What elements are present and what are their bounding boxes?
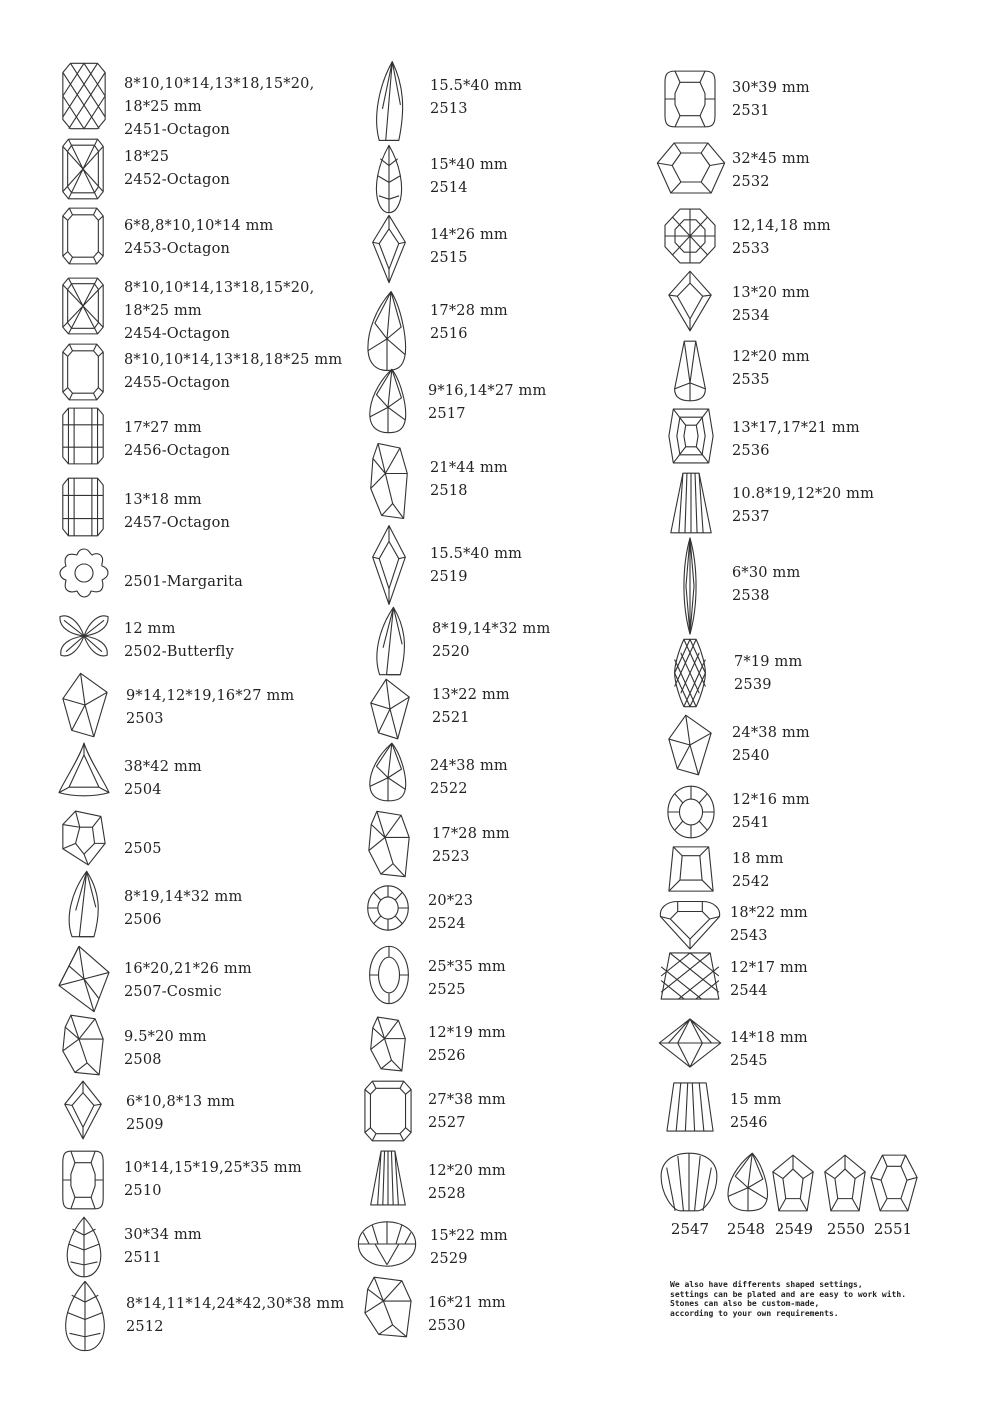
stone-2512-line-0: 8*14,11*14,24*42,30*38 mm [126, 1296, 345, 1312]
stone-2514-diagram [374, 144, 404, 214]
stone-2546-diagram [666, 1082, 714, 1132]
stone-2502-line-0: 12 mm [124, 621, 176, 637]
stone-2541-line-0: 12*16 mm [732, 792, 810, 808]
stone-2527-text [428, 1090, 506, 1133]
stone-2451-diagram [62, 62, 106, 130]
stone-2517-diagram [368, 368, 408, 434]
stone-2515-diagram [372, 214, 406, 284]
stone-2526-line-0: 12*19 mm [428, 1025, 506, 1041]
stone-2513-diagram [372, 60, 406, 142]
stone-2503-diagram [62, 672, 108, 738]
stone-2452-line-1: 2452-Octagon [124, 172, 231, 188]
stone-2523-line-0: 17*28 mm [432, 826, 510, 842]
stone-2539-diagram [674, 638, 706, 708]
stone-2545-diagram [658, 1018, 722, 1068]
stone-2502-diagram [58, 612, 110, 660]
stone-2451-line-2: 2451-Octagon [124, 122, 231, 138]
stone-2517-line-0: 9*16,14*27 mm [428, 383, 547, 399]
stone-2524-line-0: 20*23 [428, 893, 474, 909]
stone-2526-line-1: 2526 [428, 1048, 466, 1064]
stone-2540-text [732, 723, 810, 766]
stone-2517-text [428, 381, 546, 424]
stone-2530-text [428, 1293, 506, 1336]
stone-2528-text [428, 1161, 506, 1204]
stone-2536-text [732, 418, 860, 461]
stone-2519-line-1: 2519 [430, 569, 468, 585]
stone-2546-line-0: 15 mm [730, 1092, 782, 1108]
stone-2521-text [432, 685, 510, 728]
stone-2514-text [430, 155, 508, 198]
stone-2538-text [732, 563, 800, 606]
stone-2518-diagram [370, 442, 408, 520]
stone-2515-text [430, 225, 508, 268]
stone-2504-line-0: 38*42 mm [124, 759, 202, 775]
stone-2550-label: 2550 [826, 1220, 866, 1238]
stone-2544-line-0: 12*17 mm [730, 960, 808, 976]
stone-2531-line-1: 2531 [732, 103, 770, 119]
stone-2535-line-1: 2535 [732, 372, 770, 388]
stone-2511-line-0: 30*34 mm [124, 1227, 202, 1243]
stone-2510-line-0: 10*14,15*19,25*35 mm [124, 1160, 302, 1176]
stone-2453-diagram [62, 207, 104, 265]
stone-2542-text [732, 849, 784, 892]
stone-2511-text [124, 1225, 202, 1268]
stone-2525-line-1: 2525 [428, 982, 466, 998]
stone-2517-line-1: 2517 [428, 406, 466, 422]
stone-2522-line-1: 2522 [430, 781, 468, 797]
stone-2539-line-0: 7*19 mm [734, 654, 803, 670]
stone-2542-line-1: 2542 [732, 874, 770, 890]
stone-2518-text [430, 458, 508, 501]
stone-2534-diagram [668, 270, 712, 332]
stone-2530-line-0: 16*21 mm [428, 1295, 506, 1311]
stone-2528-line-0: 12*20 mm [428, 1163, 506, 1179]
stone-2451-text [124, 74, 314, 140]
stone-2527-line-1: 2527 [428, 1115, 466, 1131]
stone-2529-diagram [356, 1220, 418, 1268]
stone-2544-diagram [660, 952, 720, 1000]
stone-2454-diagram [62, 277, 104, 335]
stone-2513-text [430, 76, 522, 119]
stone-2507-line-1: 2507-Cosmic [124, 984, 222, 1000]
stone-2506-line-1: 2506 [124, 912, 162, 928]
stone-2507-text [124, 959, 252, 1002]
stone-2527-line-0: 27*38 mm [428, 1092, 506, 1108]
stone-2534-line-0: 13*20 mm [732, 285, 810, 301]
stone-2518-line-1: 2518 [430, 483, 468, 499]
settings-note-line: settings can be plated and are easy to work with. [670, 1289, 907, 1299]
stone-2522-line-0: 24*38 mm [430, 758, 508, 774]
stone-2537-line-0: 10.8*19,12*20 mm [732, 486, 875, 502]
stone-2524-line-1: 2524 [428, 916, 466, 932]
stone-2541-text [732, 790, 810, 833]
stone-2518-line-0: 21*44 mm [430, 460, 508, 476]
stone-2506-text [124, 887, 242, 930]
stone-2536-line-0: 13*17,17*21 mm [732, 420, 860, 436]
stone-2532-text [732, 149, 810, 192]
stone-2538-line-1: 2538 [732, 588, 770, 604]
stone-2534-line-1: 2534 [732, 308, 770, 324]
stone-2508-text [124, 1027, 207, 1070]
stone-2541-diagram [666, 784, 716, 840]
stone-2525-line-0: 25*35 mm [428, 959, 506, 975]
stone-2509-line-1: 2509 [126, 1117, 164, 1133]
stone-2546-text [730, 1090, 782, 1133]
stone-2520-line-1: 2520 [432, 644, 470, 660]
stone-2514-line-1: 2514 [430, 180, 468, 196]
stone-2506-line-0: 8*19,14*32 mm [124, 889, 243, 905]
stone-2526-text [428, 1023, 506, 1066]
stone-2551-diagram [870, 1154, 918, 1212]
stone-2524-text [428, 891, 473, 934]
stone-2456-line-0: 17*27 mm [124, 420, 202, 436]
stone-2516-line-1: 2516 [430, 326, 468, 342]
stone-2547-label: 2547 [670, 1220, 710, 1238]
stone-2504-diagram [58, 742, 110, 798]
stone-2529-text [430, 1226, 508, 1269]
stone-2543-line-1: 2543 [730, 928, 768, 944]
stone-2521-line-1: 2521 [432, 710, 470, 726]
stone-2455-diagram [62, 343, 104, 401]
stone-2525-text [428, 957, 506, 1000]
stone-2540-line-0: 24*38 mm [732, 725, 810, 741]
stone-2524-diagram [366, 884, 410, 932]
stone-2521-line-0: 13*22 mm [432, 687, 510, 703]
stone-2519-text [430, 544, 522, 587]
stone-2501-diagram [58, 547, 110, 599]
stone-2453-line-1: 2453-Octagon [124, 241, 231, 257]
stone-2532-line-1: 2532 [732, 174, 770, 190]
stone-2539-line-1: 2539 [734, 677, 772, 693]
stone-2542-diagram [668, 846, 714, 892]
stone-2520-text [432, 619, 550, 662]
stone-2533-diagram [664, 208, 716, 264]
settings-note [670, 1280, 906, 1318]
stone-2515-line-0: 14*26 mm [430, 227, 508, 243]
stone-2551-label: 2551 [873, 1220, 913, 1238]
stone-2522-text [430, 756, 508, 799]
stone-2531-diagram [664, 70, 716, 128]
stone-2525-diagram [368, 944, 410, 1006]
stone-2510-line-1: 2510 [124, 1183, 162, 1199]
stone-2505-text [124, 839, 162, 859]
stone-2529-line-0: 15*22 mm [430, 1228, 508, 1244]
stone-2508-line-1: 2508 [124, 1052, 162, 1068]
stone-2454-line-1: 18*25 mm [124, 303, 202, 319]
stone-2532-diagram [656, 142, 726, 194]
settings-note-line: according to your own requirements. [670, 1308, 839, 1318]
stone-2510-text [124, 1158, 302, 1201]
stone-2504-text [124, 757, 202, 800]
stone-2457-diagram [62, 477, 104, 537]
stone-2539-text [734, 652, 802, 695]
stone-2456-text [124, 418, 230, 461]
stone-2520-diagram [372, 606, 408, 676]
stone-2538-line-0: 6*30 mm [732, 565, 801, 581]
stone-2535-text [732, 347, 810, 390]
stone-2533-text [732, 216, 831, 259]
settings-note-line: Stones can also be custom-made, [670, 1299, 820, 1308]
stone-2516-line-0: 17*28 mm [430, 303, 508, 319]
stone-2451-line-1: 18*25 mm [124, 99, 202, 115]
stone-2454-line-0: 8*10,10*14,13*18,15*20, [124, 280, 315, 296]
stone-2451-line-0: 8*10,10*14,13*18,15*20, [124, 76, 315, 92]
stone-2547-diagram [660, 1152, 718, 1212]
stone-2535-diagram [670, 340, 710, 402]
stone-2533-line-0: 12,14,18 mm [732, 218, 831, 234]
stone-2511-diagram [64, 1216, 104, 1278]
stone-2457-text [124, 490, 230, 533]
stone-2455-line-1: 2455-Octagon [124, 375, 231, 391]
stone-2538-diagram [676, 536, 704, 636]
stone-2456-diagram [62, 407, 104, 465]
stone-2537-text [732, 484, 874, 527]
stone-2519-diagram [372, 524, 406, 606]
stone-2550-diagram [824, 1154, 866, 1212]
stone-2543-diagram [658, 898, 722, 950]
stone-2512-text [126, 1294, 344, 1337]
stone-2507-diagram [58, 945, 110, 1013]
stone-2516-diagram [366, 290, 408, 372]
stone-2452-line-0: 18*25 [124, 149, 170, 165]
stone-2503-text [126, 686, 294, 729]
stone-2457-line-1: 2457-Octagon [124, 515, 231, 531]
stone-2509-line-0: 6*10,8*13 mm [126, 1094, 235, 1110]
stone-2519-line-0: 15.5*40 mm [430, 546, 523, 562]
stone-2534-text [732, 283, 810, 326]
stone-2508-diagram [62, 1014, 104, 1076]
stone-2455-line-0: 8*10,10*14,13*18,18*25 mm [124, 352, 343, 368]
stone-2542-line-0: 18 mm [732, 851, 784, 867]
stone-2545-text [730, 1028, 808, 1071]
stone-2453-line-0: 6*8,8*10,10*14 mm [124, 218, 274, 234]
stone-2526-diagram [370, 1016, 406, 1072]
stone-2536-diagram [668, 408, 714, 464]
stone-2510-diagram [62, 1150, 104, 1210]
stone-2548-label: 2548 [726, 1220, 766, 1238]
stone-2512-line-1: 2512 [126, 1319, 164, 1335]
stone-2513-line-0: 15.5*40 mm [430, 78, 523, 94]
stone-2545-line-1: 2545 [730, 1053, 768, 1069]
stone-2454-text [124, 278, 314, 344]
stone-2533-line-1: 2533 [732, 241, 770, 257]
stone-2509-diagram [64, 1080, 102, 1140]
stone-2536-line-1: 2536 [732, 443, 770, 459]
stone-2453-text [124, 216, 274, 259]
stone-2543-line-0: 18*22 mm [730, 905, 808, 921]
stone-2530-line-1: 2530 [428, 1318, 466, 1334]
stone-2452-diagram [62, 138, 104, 200]
stone-2549-label: 2549 [774, 1220, 814, 1238]
stone-2501-line-0: 2501-Margarita [124, 574, 243, 590]
stone-2540-diagram [668, 714, 712, 776]
stone-2454-line-2: 2454-Octagon [124, 326, 231, 342]
stone-2506-diagram [64, 870, 102, 938]
stone-2502-line-1: 2502-Butterfly [124, 644, 234, 660]
stone-2457-line-0: 13*18 mm [124, 492, 202, 508]
stone-2541-line-1: 2541 [732, 815, 770, 831]
stone-2523-diagram [368, 810, 410, 878]
stone-2505-line-0: 2505 [124, 841, 162, 857]
stone-2531-text [732, 78, 810, 121]
stone-2507-line-0: 16*20,21*26 mm [124, 961, 252, 977]
stone-2516-text [430, 301, 508, 344]
stone-2509-text [126, 1092, 235, 1135]
stone-2530-diagram [364, 1276, 412, 1338]
stone-2503-line-1: 2503 [126, 711, 164, 727]
stone-2521-diagram [370, 678, 410, 740]
settings-note-line: We also have differents shaped settings, [670, 1280, 863, 1289]
stone-2532-line-0: 32*45 mm [732, 151, 810, 167]
stone-2514-line-0: 15*40 mm [430, 157, 508, 173]
stone-2537-diagram [670, 472, 712, 534]
stone-2513-line-1: 2513 [430, 101, 468, 117]
stone-2543-text [730, 903, 808, 946]
stone-2548-diagram [726, 1152, 770, 1212]
stone-2456-line-1: 2456-Octagon [124, 443, 231, 459]
stone-2452-text [124, 147, 230, 190]
stone-2520-line-0: 8*19,14*32 mm [432, 621, 551, 637]
stone-2537-line-1: 2537 [732, 509, 770, 525]
stone-2505-diagram [62, 810, 106, 866]
stone-2511-line-1: 2511 [124, 1250, 162, 1266]
stone-2545-line-0: 14*18 mm [730, 1030, 808, 1046]
stone-2531-line-0: 30*39 mm [732, 80, 810, 96]
stone-2502-text [124, 619, 234, 662]
stone-2522-diagram [368, 742, 408, 802]
stone-2508-line-0: 9.5*20 mm [124, 1029, 207, 1045]
stone-2504-line-1: 2504 [124, 782, 162, 798]
stone-2528-diagram [370, 1150, 406, 1206]
stone-2523-text [432, 824, 510, 867]
stone-2512-diagram [62, 1280, 108, 1352]
stone-2544-text [730, 958, 808, 1001]
stone-2501-text [124, 572, 243, 592]
stone-2535-line-0: 12*20 mm [732, 349, 810, 365]
stone-2527-diagram [364, 1080, 412, 1142]
stone-2515-line-1: 2515 [430, 250, 468, 266]
stone-2523-line-1: 2523 [432, 849, 470, 865]
stone-2503-line-0: 9*14,12*19,16*27 mm [126, 688, 295, 704]
stone-2529-line-1: 2529 [430, 1251, 468, 1267]
stone-2544-line-1: 2544 [730, 983, 768, 999]
stone-2455-text [124, 350, 342, 393]
stone-2540-line-1: 2540 [732, 748, 770, 764]
stone-2528-line-1: 2528 [428, 1186, 466, 1202]
stone-2549-diagram [772, 1154, 814, 1212]
stone-2546-line-1: 2546 [730, 1115, 768, 1131]
